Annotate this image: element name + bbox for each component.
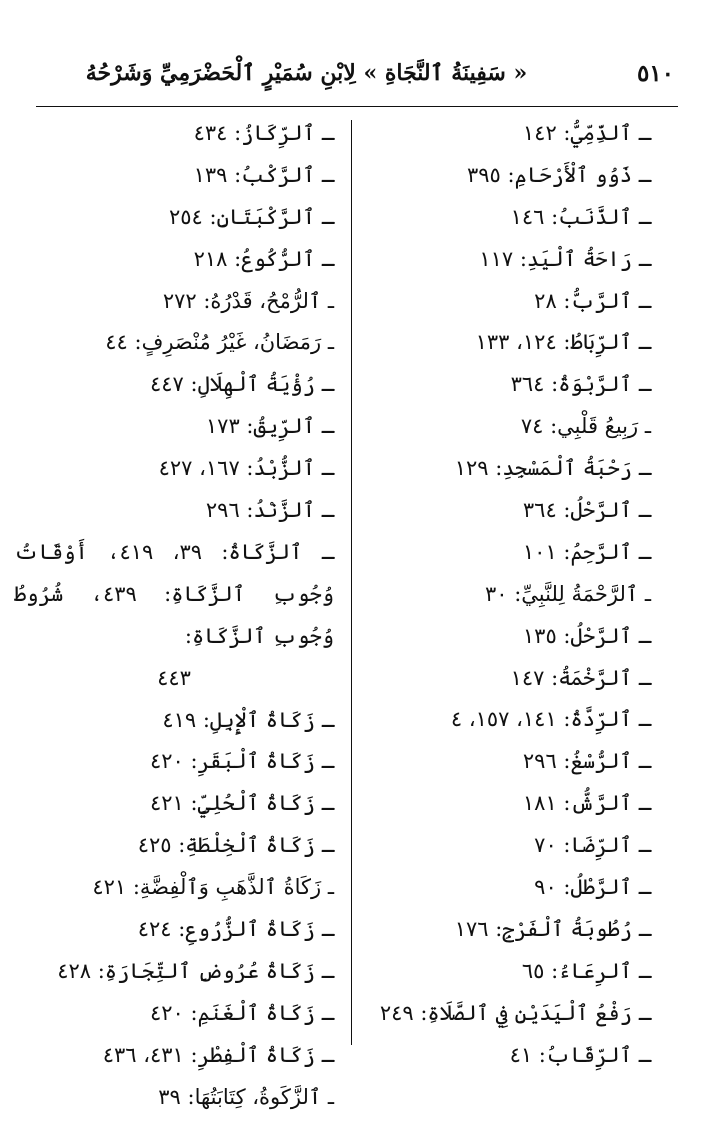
- index-entry-continuation: ٤٤٣: [157, 665, 191, 690]
- index-entry: ـ زَكَاةُ ٱلْبَقَرِ: ٤٢٠: [150, 749, 334, 774]
- page-number: ٥١٠: [636, 60, 674, 87]
- index-entry: ـ ٱلرِّكَازُ: ٤٣٤: [193, 121, 334, 145]
- index-entry: ـ رَفْعُ ٱلْيَدَيْنِ فِي ٱلصَّلَاةِ: ٢٤٩: [379, 1000, 651, 1025]
- index-entry: ـ ٱلرَّحِمُ: ١٠١: [522, 539, 651, 564]
- index-entry: ـ ٱلذِّمِّيُّ: ١٤٢: [522, 121, 651, 145]
- index-entry: ـ ٱلرُّكُوعُ: ٢١٨: [193, 246, 334, 271]
- index-entry: ـ ٱلرَّبُّ: ٢٨: [534, 288, 651, 313]
- index-entry: ـ ٱلرَّحْمَةُ لِلنَّبِيِّ: ٣٠: [484, 581, 651, 606]
- index-entry: ـ رُطُوبَةُ ٱلْفَرْجِ: ١٧٦: [454, 916, 651, 941]
- index-entry: ـ ٱلرِّضَا: ٧٠: [534, 833, 651, 858]
- index-entry: ـ ٱلرَّكْبَتَانِ: ٢٥٤: [168, 204, 334, 229]
- index-entry: ـ ٱلرِّدَّةُ: ١٤١، ١٥٧، ٤: [450, 707, 651, 732]
- index-entry: ـ ٱلزَّكَوةُ، كِتَابَتُهَا: ٣٩: [158, 1084, 334, 1109]
- index-entry: ـ ٱلرِّبَاطُ: ١٢٤، ١٣٣: [475, 330, 651, 355]
- index-entry: ـ ٱلزُّبْدُ: ١٦٧، ٤٢٧: [158, 456, 334, 481]
- index-entry: ـ زَكَاةُ ٱلْخِلْطَةِ: ٤٢٥: [137, 833, 334, 858]
- index-entry: ـ ٱلرَّطْلُ: ٩٠: [534, 875, 651, 900]
- index-entry: ـ رَحْبَةُ ٱلْمَسْجِدِ: ١٢٩: [454, 456, 651, 481]
- index-entry: ـ ٱلرَّحْلُ: ٣٦٤: [522, 498, 651, 523]
- index-column-right: [379, 113, 651, 1076]
- index-entry: ـ ٱلرَّكْبُ: ١٣٩: [193, 162, 334, 187]
- index-entry: ـ ٱلرَّخْمَةُ: ١٤٧: [510, 665, 651, 690]
- index-entry: ـ ٱلرِعَاءُ: ٦٥: [521, 958, 651, 983]
- index-entry: ـ زَكَاةُ ٱلزُّرُوعِ: ٤٢٤: [137, 916, 334, 941]
- index-entry: ـ زَكَاةُ ٱلْغَنَمِ: ٤٢٠: [150, 1000, 334, 1025]
- index-entry: ـ ٱلرِّيقُ: ١٧٣: [205, 414, 334, 439]
- index-entry: ـ رُؤْيَةُ ٱلْهِلَالِ: ٤٤٧: [150, 372, 334, 397]
- index-entry: ـ زَكَاةُ ٱلذَّهَبِ وَٱلْفِضَّةِ: ٤٢١: [92, 875, 334, 900]
- header-rule: [36, 106, 678, 107]
- index-entry: ـ ٱلرَّبْوَةُ: ٣٦٤: [510, 372, 651, 397]
- index-entry: ـ ٱلرُّسْغُ: ٢٩٦: [522, 749, 651, 774]
- index-entry: ـ ٱلرُّمْحُ، قَدْرُهُ: ٢٧٢: [162, 288, 334, 313]
- index-entry: ـ رَمَضَانُ، غَيْرُ مُنْصَرِفٍ: ٤٤: [105, 330, 334, 355]
- index-entry: ـ ٱلرَّشُّ: ١٨١: [522, 791, 651, 816]
- index-entry: ـ ٱلرِّقَابُ: ٤١: [509, 1042, 651, 1067]
- index-entry: ـ رَبِيعُ قَلْبِي: ٧٤: [520, 414, 651, 439]
- index-entry: ـ زَكَاةُ ٱلْفِطْرِ: ٤٣١، ٤٣٦: [102, 1042, 334, 1067]
- index-entry: ـ ٱلزَّنْدُ: ٢٩٦: [205, 498, 334, 523]
- index-entry-multiline: ـ ٱلزَّكَاةُ: ٣٩، ٤١٩، أَوْقَاتُ وُجُوبِ ٱلزَّكَاةِ: ٤٣٩، شُرُوطُ وُجُوبِ ٱلزَّكَاةِ:: [14, 539, 335, 648]
- index-column-left: [14, 113, 334, 1118]
- index-entry: ـ ٱلرَّحْلُ: ١٣٥: [522, 623, 651, 648]
- column-divider: [351, 120, 352, 1045]
- index-entry: ـ زَكَاةُ ٱلْحُلِيِّ: ٤٢١: [150, 791, 334, 816]
- page-header: [34, 56, 674, 96]
- running-title: « سَفِينَةُ ٱلنَّجَاةِ » لِابْنِ سُمَيْرٍ ٱلْحَضْرَمِيِّ وَشَرْحُهُ: [85, 60, 528, 86]
- index-entry: ـ ٱلذَّنَبُ: ١٤٦: [510, 204, 651, 229]
- index-entry: ـ زَكَاةُ عُرُوضِ ٱلتِّجَارَةِ: ٤٢٨: [57, 958, 334, 983]
- index-entry: ـ زَكَاةُ ٱلْإِبِلِ: ٤١٩: [162, 707, 334, 732]
- index-entry: ـ ذَوُو ٱلْأَرْحَامِ: ٣٩٥: [467, 162, 651, 187]
- index-entry: ـ رَاحَةُ ٱلْيَدِ: ١١٧: [479, 246, 651, 271]
